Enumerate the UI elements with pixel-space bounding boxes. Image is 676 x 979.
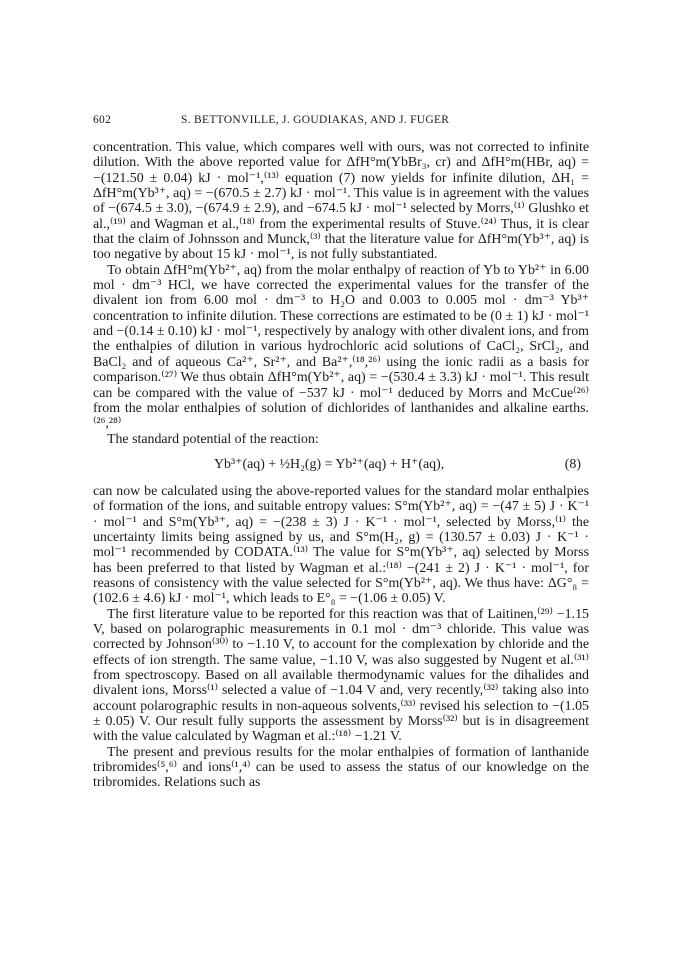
paragraph-4: can now be calculated using the above-reported values for the standard molar enthalpies of formation of the ions, and suitable entropy values: S°m(Yb²⁺, aq) = −(47 ± 5) J · K⁻¹ · mol⁻¹ and S°m(Yb³⁺, aq) = −(238 ± 3) J · K⁻¹ · mol⁻¹, selected by Morss,⁽¹⁾ the uncertainty limits being assigned by us, and S°m(H₂, g) = (130.57 ± 0.03) J · K⁻¹ · mol⁻¹ recommended by CODATA.⁽¹³⁾ The value for S°m(Yb³⁺, aq) selected by Morss has been preferred to that listed by Wagman et al.:⁽¹⁸⁾ −(241 ± 2) J · K⁻¹ · mol⁻¹, for reasons of consistency with the value selected for S°m(Yb²⁺, aq). We thus have: ΔG°₈ = (102.6 ± 4.6) kJ · mol⁻¹, which leads to E°₈ = −(1.06 ± 0.05) V. bbox=[93, 483, 589, 607]
paragraph-3: The standard potential of the reaction: bbox=[107, 431, 319, 447]
paragraph-2: To obtain ΔfH°m(Yb²⁺, aq) from the molar enthalpy of reaction of Yb to Yb²⁺ in 6.00 mol · dm⁻³ HCl, we have corrected the experimental values for the transfer of the divalent ion from 6.00 mol · dm⁻³ to H₂O and 0.003 to 0.005 mol · dm⁻³ Yb³⁺ concentration to infinite dilution. These corrections are estimated to be (0 ± 1) kJ · mol⁻¹ and −(0.14 ± 0.10) kJ · mol⁻¹, respectively by analogy with other divalent ions, and from the enthalpies of dilution in various hydrochloric acid solutions of CaCl₂, SrCl₂, and BaCl₂ and of aqueous Ca²⁺, Sr²⁺, and Ba²⁺,⁽¹⁸,²⁶⁾ using the ionic radii as a basis for comparison.⁽²⁷⁾ We thus obtain ΔfH°m(Yb²⁺, aq) = −(530.4 ± 3.3) kJ · mol⁻¹. This result can be compared with the value of −537 kJ · mol⁻¹ deduced by Morrs and McCue⁽²⁶⁾ from the molar enthalpies of solution of dichlorides of lanthanides and alkaline earths.⁽²⁶,²⁸⁾ bbox=[93, 262, 589, 432]
equation-8 bbox=[93, 457, 589, 473]
running-head: S. BETTONVILLE, J. GOUDIAKAS, AND J. FUGER bbox=[181, 114, 450, 126]
page-number: 602 bbox=[93, 114, 112, 126]
paragraph-6: The present and previous results for the molar enthalpies of formation of lanthanide tribromides⁽⁵,⁶⁾ and ions⁽¹,⁴⁾ can be used to assess the status of our knowledge on the tribromides. Relations such as bbox=[93, 744, 589, 791]
equation-text: Yb³⁺(aq) + ½H₂(g) = Yb²⁺(aq) + H⁺(aq), bbox=[214, 456, 445, 472]
equation-number: (8) bbox=[564, 456, 581, 472]
body-text bbox=[93, 140, 589, 791]
paragraph-1: concentration. This value, which compares well with ours, was not corrected to infinite dilution. With the above reported value for ΔfH°m(YbBr₃, cr) and ΔfH°m(HBr, aq) = −(121.50 ± 0.04) kJ · mol⁻¹,⁽¹³⁾ equation (7) now yields for infinite dilution, ΔH₁ = ΔfH°m(Yb³⁺, aq) = −(670.5 ± 2.7) kJ · mol⁻¹. This value is in agreement with the values of −(674.5 ± 3.0), −(674.9 ± 2.9), and −674.5 kJ · mol⁻¹ selected by Morrs,⁽¹⁾ Glushko et al.,⁽¹⁹⁾ and Wagman et al.,⁽¹⁸⁾ from the experimental results of Stuve.⁽²⁴⁾ Thus, it is clear that the claim of Johnsson and Munck,⁽³⁾ that the literature value for ΔfH°m(Yb³⁺, aq) is too negative by about 15 kJ · mol⁻¹, is not fully substantiated. bbox=[93, 140, 589, 263]
paragraph-5: The first literature value to be reported for this reaction was that of Laitinen,⁽²⁹⁾ −1.15 V, based on polarographic measurements in 0.1 mol · dm⁻³ chloride. This value was corrected by Johnson⁽³⁰⁾ to −1.10 V, to account for the complexation by chloride and the effects of ion strength. The same value, −1.10 V, was also suggested by Nugent et al.⁽³¹⁾ from spectroscopy. Based on all available thermodynamic values for the dihalides and divalent ions, Morss⁽¹⁾ selected a value of −1.04 V and, very recently,⁽³²⁾ taking also into account polarographic results in non-aqueous solvents,⁽³³⁾ revised his selection to −(1.05 ± 0.05) V. Our result fully supports the assessment by Morss⁽³²⁾ but is in disagreement with the value calculated by Wagman et al.:⁽¹⁸⁾ −1.21 V. bbox=[93, 606, 589, 745]
